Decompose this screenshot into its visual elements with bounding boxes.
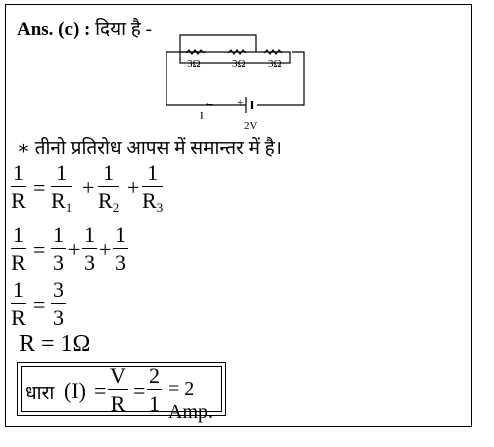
- circuit-diagram: [166, 33, 316, 131]
- value-fraction: $\frac{2}{1}$: [149, 363, 160, 416]
- resistor-label-1: 3Ω: [187, 58, 201, 70]
- eq1-equals: =: [33, 175, 46, 200]
- eq2-term-3: $\frac{1}{3}$: [115, 222, 126, 275]
- eq2-plus-1: +: [68, 237, 81, 262]
- final-answer-box: [17, 362, 226, 423]
- eq1-lhs-num: 1: [13, 160, 24, 185]
- battery-plus: +: [237, 97, 244, 109]
- ohms-law-fraction: $\frac{V}{R}$: [110, 363, 126, 416]
- current-arrow: ←: [204, 97, 215, 109]
- answer-heading: [17, 15, 152, 41]
- eq2-term-2: $\frac{1}{3}$: [84, 222, 95, 275]
- eq2-term-1: $\frac{1}{3}$: [53, 222, 64, 275]
- eq1-term-2: $\frac{1}{R_2}$: [98, 160, 120, 215]
- answer-frame: [5, 4, 472, 427]
- battery-voltage: 2V: [244, 120, 258, 131]
- current-label-hindi: धारा: [25, 383, 55, 404]
- eq1-lhs: [11, 162, 26, 212]
- answer-prefix: Ans. (c) :: [17, 19, 91, 40]
- eq2-plus-2: +: [99, 237, 112, 262]
- eq3-rhs: $\frac{3}{3}$: [53, 277, 64, 330]
- eq3-lhs: $\frac{1}{R}$: [11, 277, 26, 330]
- eq1-plus-2: +: [127, 175, 140, 200]
- resistor-label-3: 3Ω: [268, 58, 282, 70]
- eq3-equals: =: [33, 292, 46, 317]
- answer-intro: दिया है -: [95, 19, 152, 40]
- eq1-term-3: $\frac{1}{R_3}$: [142, 160, 164, 215]
- current-symbol: (I): [64, 378, 86, 403]
- final-equals-1: =: [94, 378, 107, 403]
- eq1-plus-1: +: [82, 175, 95, 200]
- final-equals-2: =: [133, 378, 146, 403]
- parallel-statement: ∗ तीनो प्रतिरोध आपस में समान्तर में है।: [17, 138, 282, 159]
- eq2-lhs: $\frac{1}{R}$: [11, 222, 26, 275]
- eq1-term-1: $\frac{1}{R_1}$: [51, 160, 73, 215]
- eq2-equals: =: [33, 237, 46, 262]
- current-label: I: [200, 110, 204, 122]
- final-result: = 2 Amp.: [168, 378, 213, 423]
- eq1-lhs-den: R: [11, 188, 26, 213]
- resistor-label-2: 3Ω: [232, 58, 246, 70]
- resistance-result: R = 1Ω: [19, 331, 91, 357]
